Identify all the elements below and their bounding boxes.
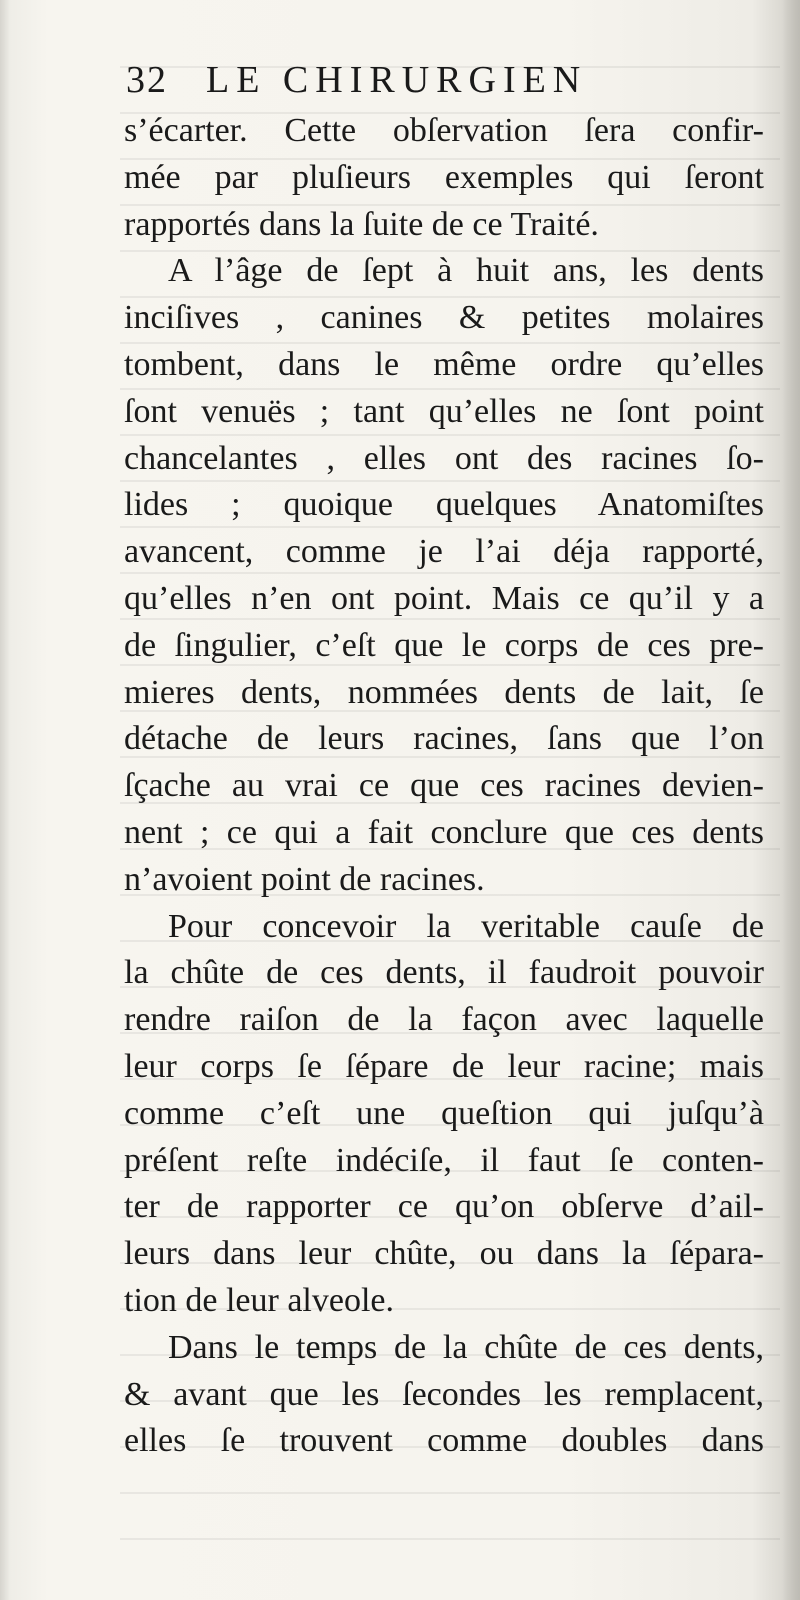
text-line: ſont venuës ; tant qu’elles ne ſont point xyxy=(124,392,764,430)
page-gutter-shadow xyxy=(782,0,800,1600)
text-line: chancelantes , elles ont des racines ſo- xyxy=(124,439,764,477)
text-line: avancent, comme je l’ai déja rapporté, xyxy=(124,533,764,571)
text-line: détache de leurs racines, ſans que l’on xyxy=(124,720,764,758)
text-line: la chûte de ces dents, il faudroit pouvoir xyxy=(124,954,764,992)
text-line: tion de leur alveole. xyxy=(124,1281,395,1319)
text-line: ter de rapporter ce qu’on obſerve d’ail- xyxy=(124,1188,764,1226)
text-line: elles ſe trouvent comme doubles dans xyxy=(124,1422,764,1460)
page-number: 32 xyxy=(126,59,168,101)
text-line: tombent, dans le même ordre qu’elles xyxy=(124,345,764,383)
text-line: de ſingulier, c’eſt que le corps de ces pre- xyxy=(124,626,764,664)
text-line: nent ; ce qui a fait conclure que ces dents xyxy=(124,813,764,851)
paragraph-first-line: Dans le temps de la chûte de ces dents, xyxy=(168,1328,764,1366)
text-line: n’avoient point de racines. xyxy=(124,860,485,898)
text-line: qu’elles n’en ont point. Mais ce qu’il y a xyxy=(124,579,764,617)
text-line: & avant que les ſecondes les remplacent, xyxy=(124,1375,764,1413)
body-text xyxy=(124,108,764,1465)
text-line: inciſives , canines & petites molaires xyxy=(124,299,764,337)
text-line: ſçache au vrai ce que ces racines devien- xyxy=(124,767,764,805)
paragraph-first-line: A l’âge de ſept à huit ans, les dents xyxy=(168,252,764,290)
text-line: leurs dans leur chûte, ou dans la ſépara- xyxy=(124,1235,764,1273)
text-line: mée par pluſieurs exemples qui ſeront xyxy=(124,158,764,196)
text-line: préſent reſte indéciſe, il faut ſe conten- xyxy=(124,1141,764,1179)
text-line: s’écarter. Cette obſervation ſera confir- xyxy=(124,112,764,149)
paragraph-first-line: Pour concevoir la veritable cauſe de xyxy=(168,907,764,945)
text-line: leur corps ſe ſépare de leur racine; mais xyxy=(124,1047,764,1085)
text-line: rendre raiſon de la façon avec laquelle xyxy=(124,1001,764,1039)
text-line: mieres dents, nommées dents de lait, ſe xyxy=(124,673,764,711)
text-line: rapportés dans la ſuite de ce Traité. xyxy=(124,205,599,243)
text-line: comme c’eſt une queſtion qui juſqu’à xyxy=(124,1094,764,1132)
running-head xyxy=(126,52,756,108)
page-left-shadow xyxy=(0,0,10,1600)
text-line: lides ; quoique quelques Anatomiſtes xyxy=(124,486,764,524)
running-title: LE CHIRURGIEN xyxy=(206,59,588,101)
